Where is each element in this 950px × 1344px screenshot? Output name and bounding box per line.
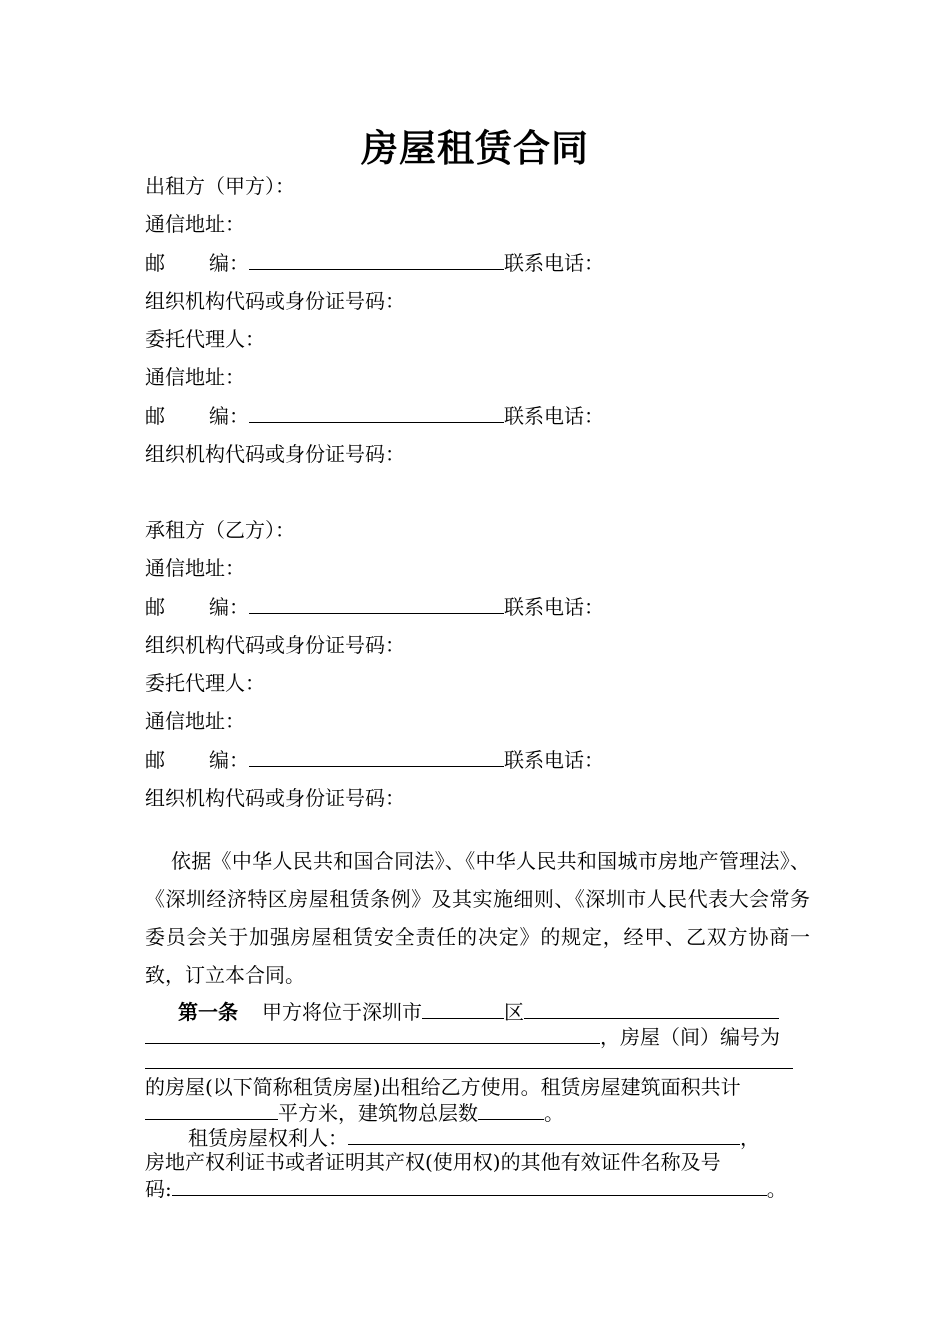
article1-cert-row: 房地产权利证书或者证明其产权(使用权)的其他有效证件名称及号 bbox=[145, 1150, 721, 1174]
article1-row3 bbox=[145, 1048, 793, 1075]
party-b-zip-row bbox=[145, 593, 604, 620]
article1-row5 bbox=[145, 1099, 564, 1126]
phone-label: 联系电话： bbox=[504, 251, 604, 275]
party-b-agent-address: 通信地址： bbox=[145, 709, 245, 733]
floors-blank[interactable] bbox=[478, 1099, 544, 1120]
phone-label: 联系电话： bbox=[504, 595, 604, 619]
party-b-label: 承租方（乙方）： bbox=[145, 518, 295, 542]
article1-cert-row2 bbox=[145, 1175, 787, 1202]
article1-text: ， bbox=[740, 1126, 760, 1150]
zip-blank[interactable] bbox=[249, 249, 504, 270]
zip-label-char-2: 编： bbox=[209, 748, 249, 772]
party-b-agent-id-code: 组织机构代码或身份证号码： bbox=[145, 786, 405, 810]
location-blank-cont[interactable] bbox=[145, 1023, 600, 1044]
party-b-agent: 委托代理人： bbox=[145, 671, 265, 695]
party-a-agent-zip-row bbox=[145, 402, 604, 429]
owner-blank[interactable] bbox=[348, 1124, 740, 1145]
location-blank[interactable] bbox=[524, 998, 779, 1019]
article1-text: ，房屋（间）编号为 bbox=[600, 1025, 780, 1049]
party-b-address: 通信地址： bbox=[145, 556, 245, 580]
house-number-blank[interactable] bbox=[145, 1048, 793, 1069]
zip-label-char-2: 编： bbox=[209, 404, 249, 428]
party-b-agent-zip-row bbox=[145, 746, 604, 773]
owner-label: 租赁房屋权利人： bbox=[188, 1126, 348, 1150]
preamble-paragraph: 依据《中华人民共和国合同法》、《中华人民共和国城市房地产管理法》、《深圳经济特区房屋租赁条例》及其实施细则、《深圳市人民代表大会常务委员会关于加强房屋租赁安全责任的决定》的规定，经甲、乙双方协商一致，订立本合同。 bbox=[145, 849, 810, 987]
district-blank[interactable] bbox=[422, 998, 504, 1019]
party-b-id-code: 组织机构代码或身份证号码： bbox=[145, 633, 405, 657]
zip-blank[interactable] bbox=[249, 593, 504, 614]
article1-text: 码: bbox=[145, 1177, 172, 1201]
article1-text: 平方米，建筑物总层数 bbox=[278, 1101, 478, 1125]
article1-text: 。 bbox=[766, 1177, 787, 1201]
zip-label-char-1: 邮 bbox=[145, 748, 165, 772]
article1-heading: 第一条 bbox=[178, 1000, 238, 1024]
article1-row2 bbox=[145, 1023, 780, 1050]
zip-label-char-1: 邮 bbox=[145, 251, 165, 275]
zip-blank[interactable] bbox=[249, 402, 504, 423]
article1-row1 bbox=[178, 998, 779, 1025]
zip-label-char-2: 编： bbox=[209, 595, 249, 619]
party-a-label: 出租方（甲方）： bbox=[145, 174, 295, 198]
phone-label: 联系电话： bbox=[504, 748, 604, 772]
area-blank[interactable] bbox=[145, 1099, 278, 1120]
party-a-address: 通信地址： bbox=[145, 212, 245, 236]
document-title: 房屋租赁合同 bbox=[361, 127, 589, 170]
article1-row4: 的房屋(以下简称租赁房屋)出租给乙方使用。租赁房屋建筑面积共计 bbox=[145, 1075, 741, 1099]
article1-owner-row bbox=[188, 1124, 760, 1151]
party-a-agent: 委托代理人： bbox=[145, 327, 265, 351]
zip-label-char-1: 邮 bbox=[145, 595, 165, 619]
zip-label-char-1: 邮 bbox=[145, 404, 165, 428]
article1-text: 甲方将位于深圳市 bbox=[262, 1000, 422, 1024]
party-a-agent-id-code: 组织机构代码或身份证号码： bbox=[145, 442, 405, 466]
cert-blank[interactable] bbox=[172, 1175, 767, 1196]
article1-text: 。 bbox=[544, 1101, 564, 1125]
party-a-agent-address: 通信地址： bbox=[145, 365, 245, 389]
party-a-id-code: 组织机构代码或身份证号码： bbox=[145, 289, 405, 313]
party-a-zip-row bbox=[145, 249, 604, 276]
zip-label-char-2: 编： bbox=[209, 251, 249, 275]
article1-text: 区 bbox=[504, 1000, 524, 1024]
phone-label: 联系电话： bbox=[504, 404, 604, 428]
zip-blank[interactable] bbox=[249, 746, 504, 767]
